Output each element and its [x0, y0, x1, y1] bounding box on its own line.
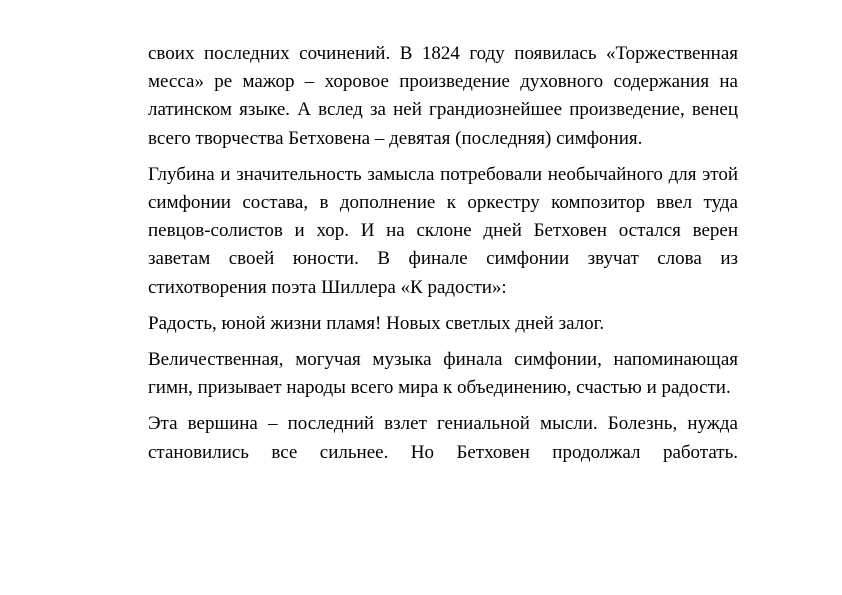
paragraph-symphony-composition: Глубина и значительность замысла потребовали необычайного для этой симфонии состава, в дополнение к оркестру композитор ввел туда певцов-солистов и хор. И на склоне дней Бетховен остался верен заветам своей юности. В финале симфонии звучат слова из стихотворения поэта Шиллера «К радости»: — [148, 163, 738, 298]
text-block — [148, 40, 738, 475]
paragraph-finale-description: Величественная, могучая музыка финала симфонии, напоминающая гимн, призывает народы всего мира к объединению, счастью и радости. — [148, 349, 738, 399]
paragraph-schiller-quote: Радость, юной жизни пламя! Новых светлых дней залог. — [148, 312, 605, 334]
paragraph-ninth-symphony-intro: своих последних сочинений. В 1824 году появилась «Торжественная месса» ре мажор – хоровое произведение духовного содержания на латинском языке. А вслед за ней грандиознейшее произведение, венец всего творчества Бетховена – девятая (последняя) симфония. — [148, 43, 738, 149]
paragraph-last-work: Эта вершина – последний взлет гениальной мысли. Болезнь, нужда становились все сильнее. Но Бетховен продолжал работать. — [148, 413, 738, 463]
